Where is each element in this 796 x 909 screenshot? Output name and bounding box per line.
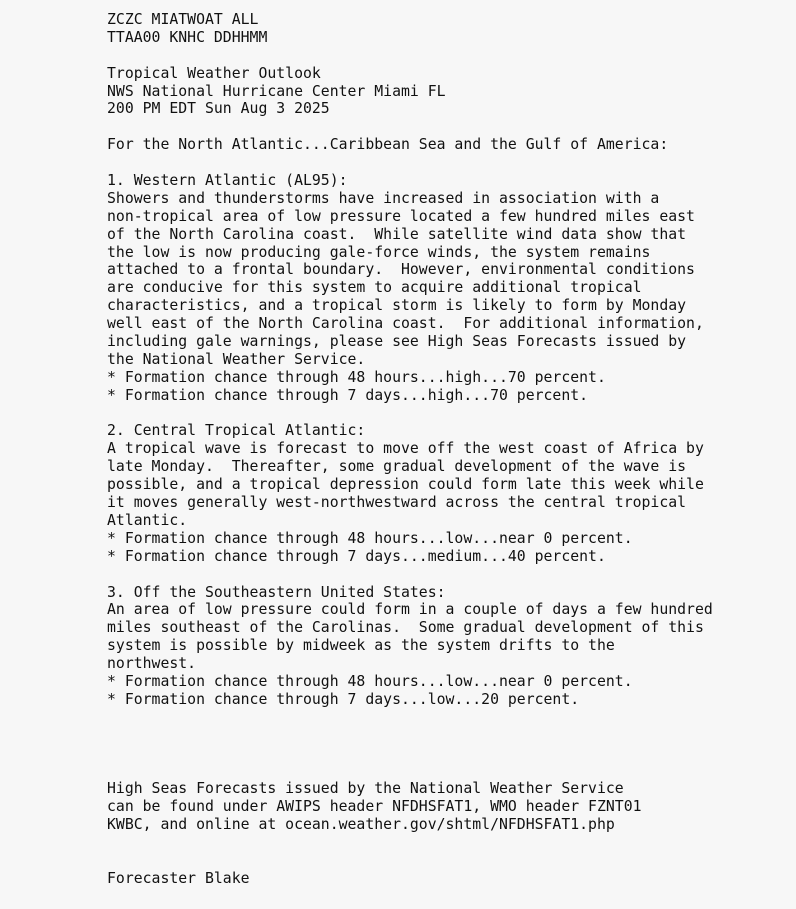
system-body-line: are conducive for this system to acquire additional tropical [107, 279, 642, 297]
issue-time: 200 PM EDT Sun Aug 3 2025 [107, 100, 330, 118]
system-heading: 2. Central Tropical Atlantic: [107, 422, 366, 440]
product-title: Tropical Weather Outlook [107, 64, 321, 82]
system-body-line: A tropical wave is forecast to move off the west coast of Africa by [107, 440, 704, 458]
awips-header-line: ZCZC MIATWOAT ALL [107, 11, 259, 28]
system-body-line: northwest. [107, 655, 197, 673]
formation-chance-48h: * Formation chance through 48 hours...low...near 0 percent. [107, 672, 633, 690]
system-body-line: non-tropical area of low pressure located a few hundred miles east [107, 207, 695, 225]
system-section [107, 422, 713, 565]
formation-chance-7d: * Formation chance through 7 days...medium...40 percent. [107, 547, 606, 565]
system-heading: 1. Western Atlantic (AL95): [107, 172, 348, 190]
high-seas-line: can be found under AWIPS header NFDHSFAT1, WMO header FZNT01 [107, 798, 642, 816]
wmo-header-line: TTAA00 KNHC DDHHMM [107, 28, 268, 46]
system-body-line: it moves generally west-northwestward across the central tropical [107, 494, 687, 512]
system-body-line: the National Weather Service. [107, 350, 366, 368]
high-seas-line: KWBC, and online at ocean.weather.gov/shtml/NFDHSFAT1.php [107, 816, 615, 834]
system-body-line: possible, and a tropical depression could form late this week while [107, 476, 704, 494]
issuing-office: NWS National Hurricane Center Miami FL [107, 82, 446, 100]
system-section [107, 172, 713, 405]
system-body-line: miles southeast of the Carolinas. Some gradual development of this [107, 619, 704, 637]
formation-chance-48h: * Formation chance through 48 hours...low...near 0 percent. [107, 529, 633, 547]
system-body-line: characteristics, and a tropical storm is likely to form by Monday [107, 297, 687, 315]
system-section [107, 584, 713, 709]
forecaster-signature: Forecaster Blake [107, 869, 250, 887]
system-body-line: including gale warnings, please see High Seas Forecasts issued by [107, 333, 687, 351]
high-seas-note [107, 780, 713, 834]
system-body-line: An area of low pressure could form in a couple of days a few hundred [107, 601, 713, 619]
system-body-line: system is possible by midweek as the system drifts to the [107, 637, 615, 655]
region-intro: For the North Atlantic...Caribbean Sea and the Gulf of America: [107, 136, 669, 154]
system-body-line: well east of the North Carolina coast. For additional information, [107, 315, 704, 333]
system-body-line: late Monday. Thereafter, some gradual development of the wave is [107, 458, 687, 476]
outlook-document [107, 11, 713, 888]
system-body-line: of the North Carolina coast. While satellite wind data show that [107, 225, 687, 243]
formation-chance-7d: * Formation chance through 7 days...low...20 percent. [107, 690, 580, 708]
system-body-line: attached to a frontal boundary. However, environmental conditions [107, 261, 695, 279]
formation-chance-48h: * Formation chance through 48 hours...high...70 percent. [107, 368, 606, 386]
system-body-line: the low is now producing gale-force winds, the system remains [107, 243, 651, 261]
formation-chance-7d: * Formation chance through 7 days...high...70 percent. [107, 386, 589, 404]
system-body-line: Atlantic. [107, 511, 188, 529]
high-seas-line: High Seas Forecasts issued by the National Weather Service [107, 780, 624, 798]
system-body-line: Showers and thunderstorms have increased in association with a [107, 189, 660, 207]
system-heading: 3. Off the Southeastern United States: [107, 583, 446, 601]
